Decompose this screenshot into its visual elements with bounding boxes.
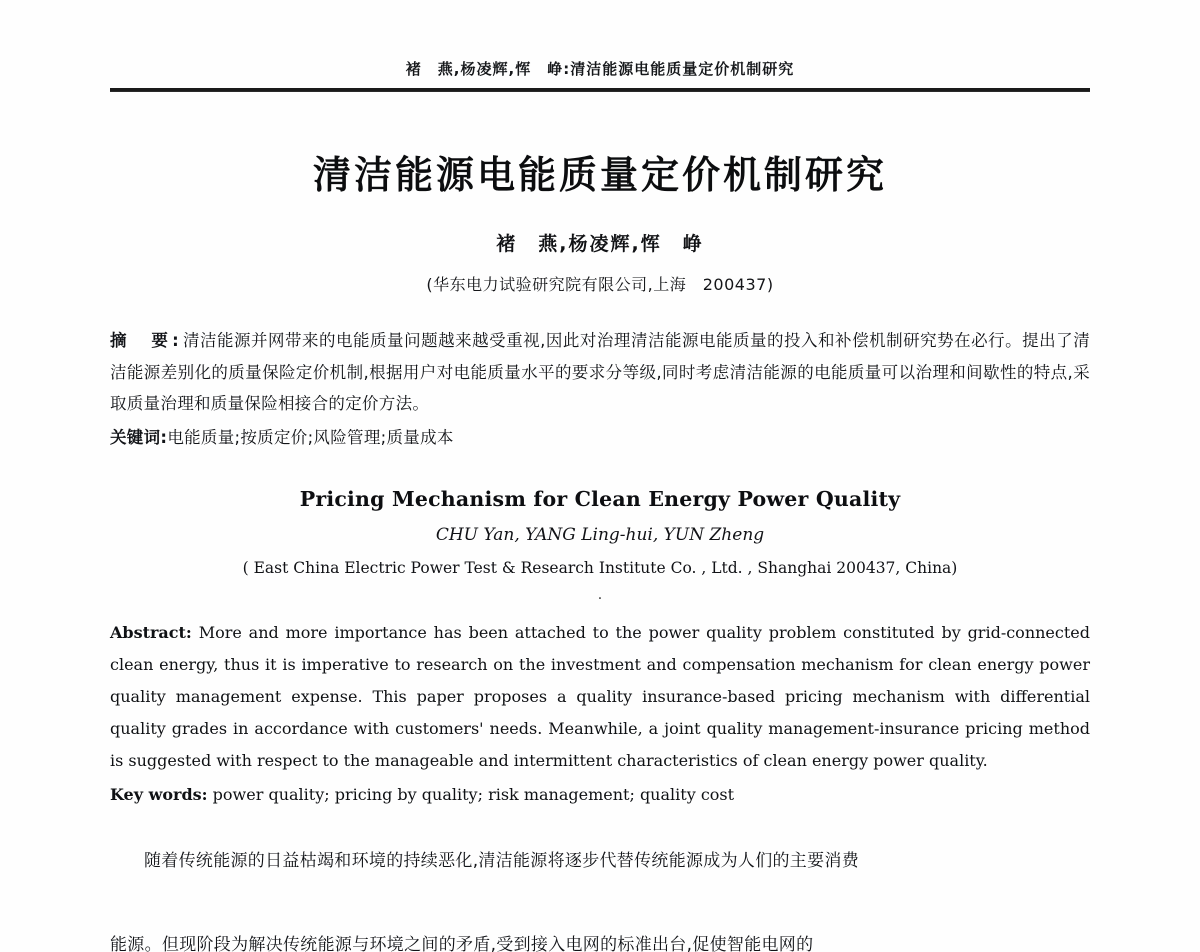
- english-keywords-label: Key words:: [110, 785, 208, 805]
- chinese-authors: 褚 燕,杨凌辉,恽 峥: [496, 233, 704, 255]
- english-title: Pricing Mechanism for Clean Energy Power Quality: [299, 487, 901, 512]
- body-paragraph-1: 随着传统能源的日益枯竭和环境的持续恶化,清洁能源将逐步代替传统能源成为人们的主要消费: [144, 851, 860, 872]
- chinese-keywords-text: 电能质量;按质定价;风险管理;质量成本: [167, 428, 454, 448]
- body-paragraph-1-clipped: [110, 934, 1090, 952]
- english-keywords: [110, 779, 1090, 811]
- english-authors: CHU Yan, YANG Ling-hui, YUN Zheng: [435, 525, 765, 546]
- page-title: 清洁能源电能质量定价机制研究: [312, 152, 887, 197]
- english-abstract-label: Abstract:: [110, 623, 192, 643]
- chinese-abstract-label: 摘 要:: [110, 331, 183, 350]
- english-abstract: [110, 617, 1090, 777]
- chinese-affiliation: (华东电力试验研究院有限公司,上海 200437): [426, 275, 774, 294]
- running-head: 褚 燕,杨凌辉,恽 峥:清洁能源电能质量定价机制研究: [405, 60, 795, 78]
- chinese-abstract: [110, 325, 1090, 420]
- header-rule: [110, 88, 1090, 92]
- english-keywords-text: power quality; pricing by quality; risk management; quality cost: [212, 785, 735, 805]
- chinese-keywords-label: 关键词:: [110, 428, 168, 448]
- chinese-abstract-text: 清洁能源并网带来的电能质量问题越来越受重视,因此对治理清洁能源电能质量的投入和补偿机制研究势在必行。提出了清洁能源差别化的质量保险定价机制,根据用户对电能质量水平的要求分等级,同时考虑清洁能源的电能质量可以治理和间歇性的特点,采取质量治理和质量保险相接合的定价方法。: [110, 331, 1090, 414]
- separator-dot: ·: [597, 591, 603, 608]
- english-affiliation: ( East China Electric Power Test & Research Institute Co. , Ltd. , Shanghai 200437, China): [242, 559, 958, 578]
- english-abstract-text: More and more importance has been attached to the power quality problem constituted by grid-connected clean energy, thus it is imperative to research on the investment and compensation mechanism for clean energy power quality management expense. This paper proposes a quality insurance-based pricing mechanism with differential quality grades in accordance with customers' needs. Meanwhile, a joint quality management-insurance pricing method is suggested with respect to the manageable and intermittent characteristics of clean energy power quality.: [110, 623, 1090, 771]
- chinese-keywords: [110, 422, 1090, 453]
- body-paragraph-1-clipped-text: 能源。但现阶段为解决传统能源与环境之间的矛盾,受到接入电网的标准出台,促使智能电网的: [110, 935, 814, 952]
